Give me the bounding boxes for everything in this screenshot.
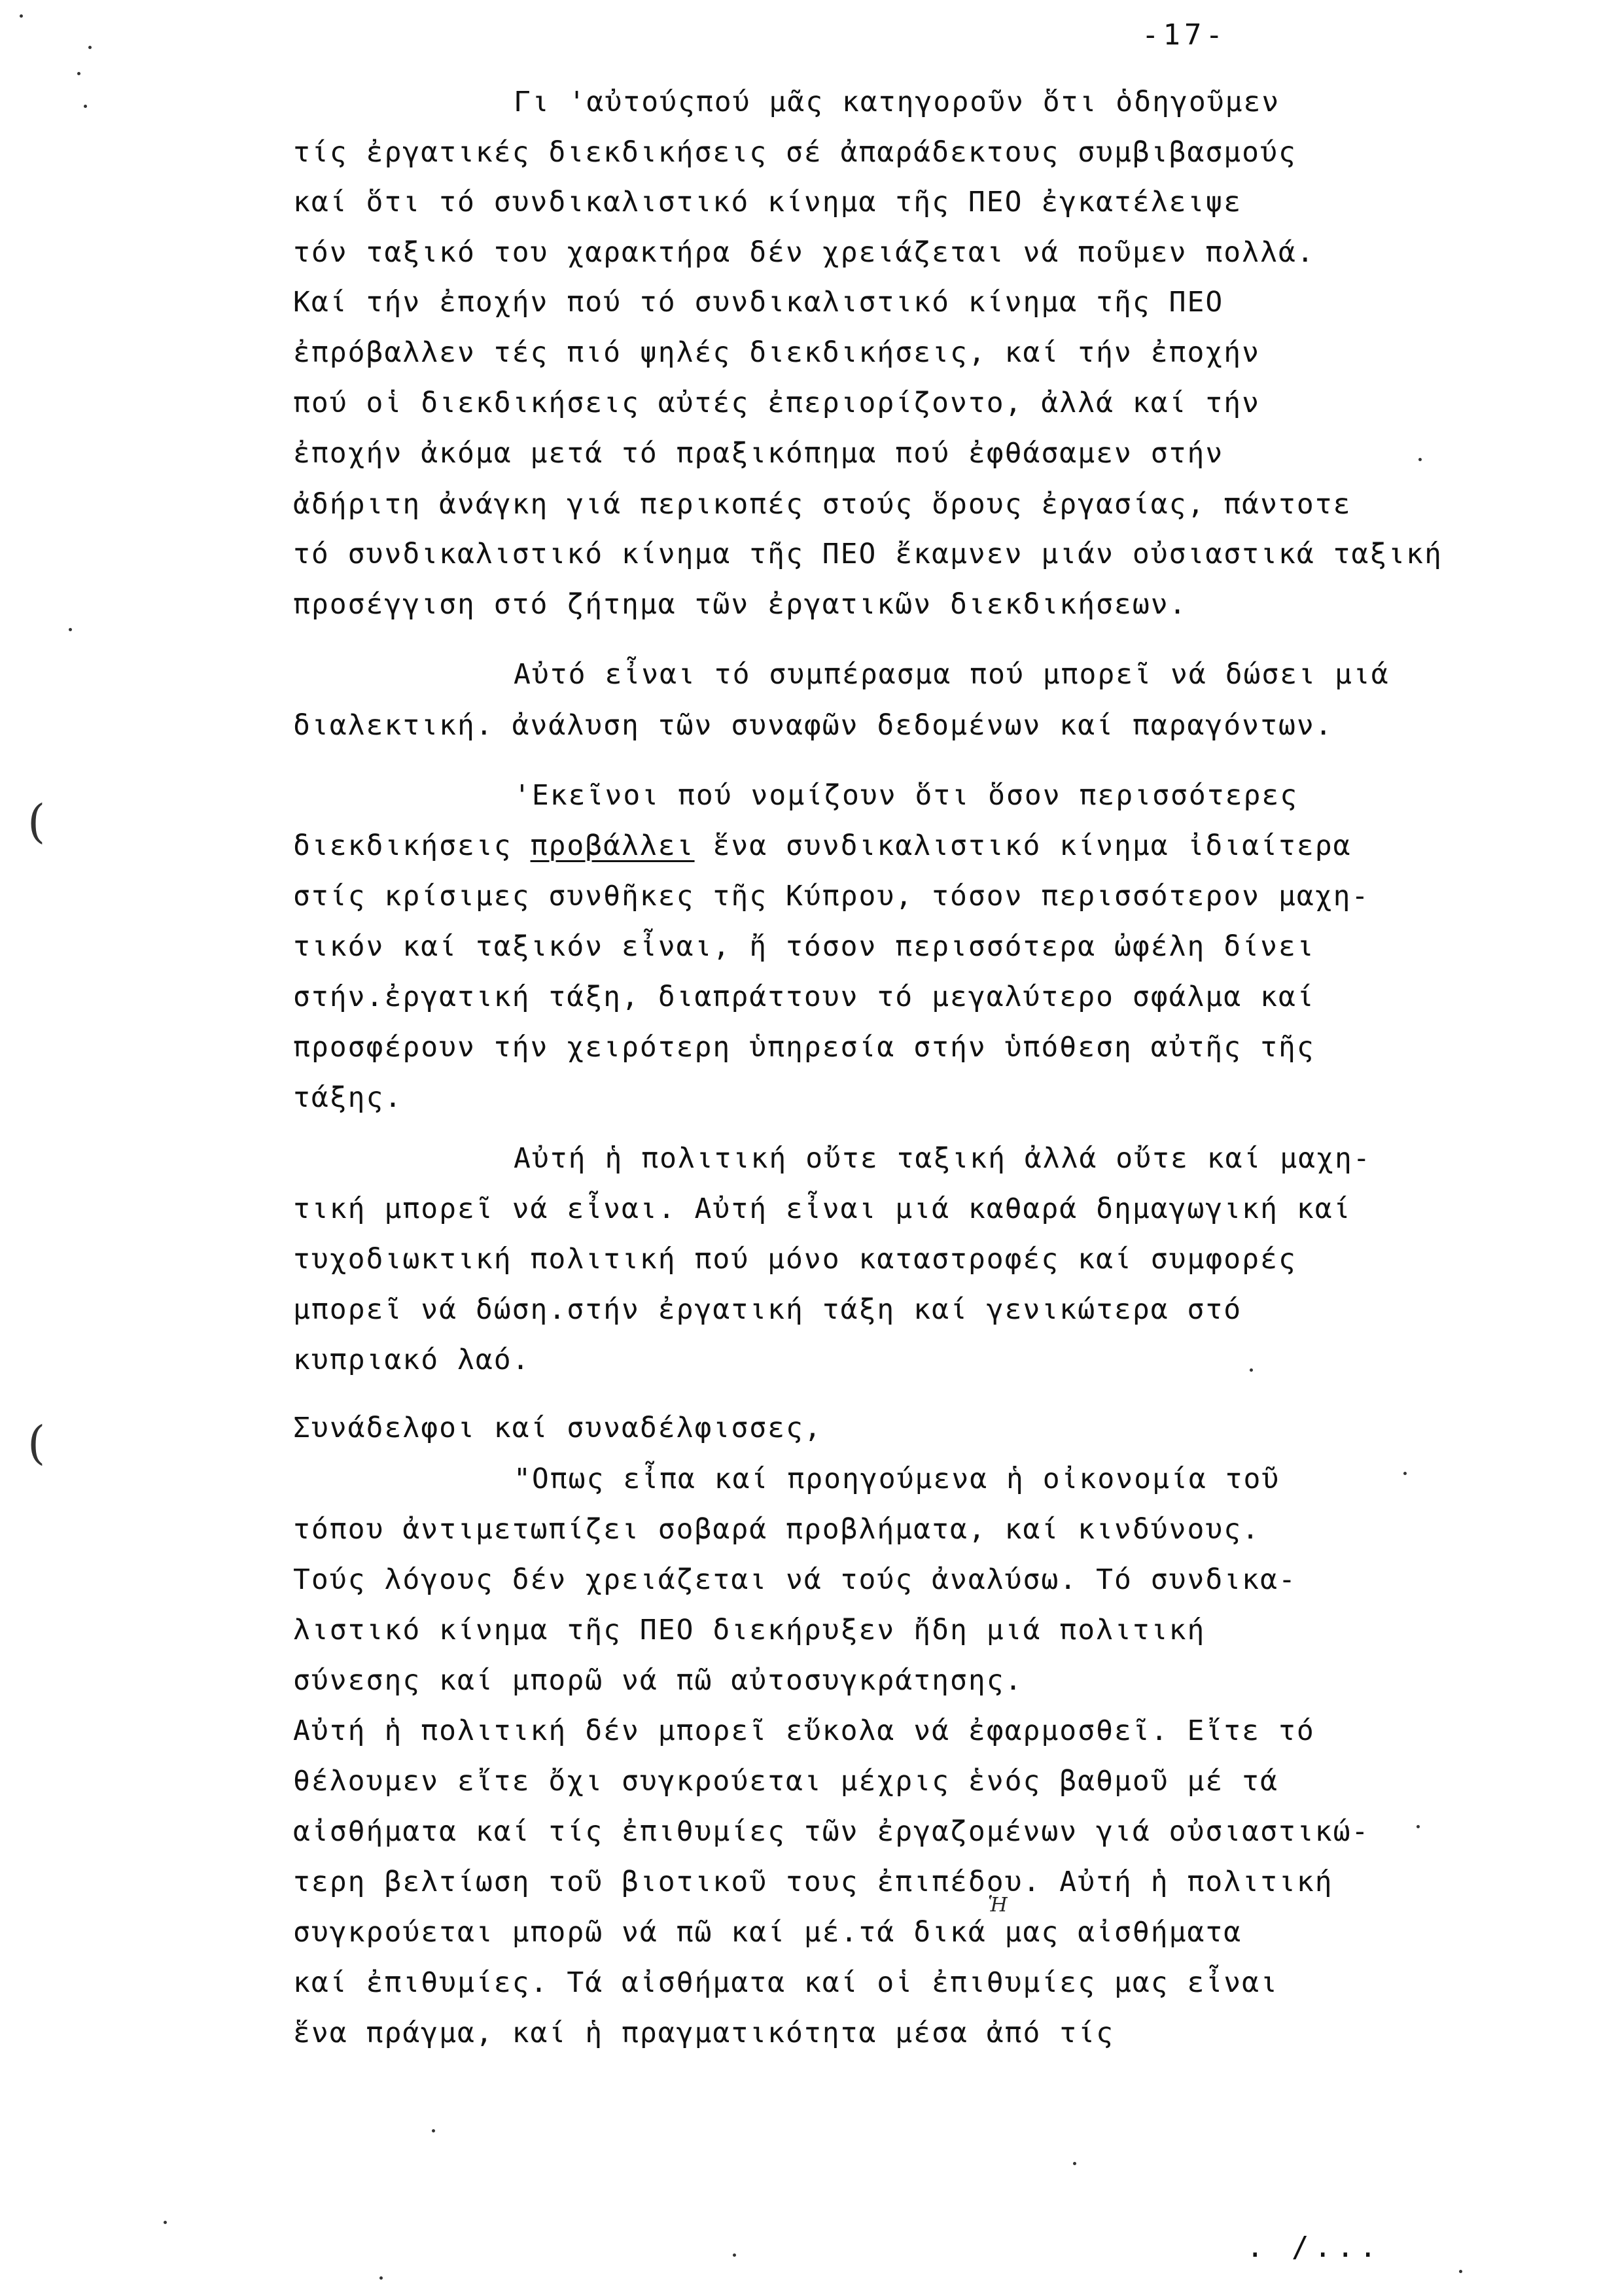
text-line: καί ἐπιθυμίες. Τά αἰσθήματα καί οἱ ἐπιθυμίες μας εἶναι: [293, 1966, 1278, 1999]
text-line: τίς ἐργατικές διεκδικήσεις σέ ἀπαράδεκτους συμβιβασμούς: [293, 136, 1297, 169]
text-line: στήν.ἐργατική τάξη, διαπράττουν τό μεγαλύτερο σφάλμα καί: [293, 981, 1315, 1013]
text-line: μπορεῖ νά δώση.στήν ἐργατική τάξη καί γενικώτερα στό: [293, 1293, 1242, 1326]
scan-speck: [77, 72, 80, 75]
text-line: πού οἱ διεκδικήσεις αὐτές ἐπεριορίζοντο, ἀλλά καί τήν: [293, 387, 1261, 419]
underlined-word: προβάλλει: [530, 829, 695, 862]
text-line: θέλουμεν εἴτε ὄχι συγκρούεται μέχρις ἑνός βαθμοῦ μέ τά: [293, 1765, 1278, 1798]
text-line: "Οπως εἶπα καί προηγούμενα ἡ οἰκονομία τοῦ: [514, 1463, 1280, 1495]
scan-speck: [432, 2129, 435, 2132]
punch-hole-mark: (: [27, 1416, 46, 1470]
scan-speck: [88, 46, 92, 49]
text-line: Γι 'αὐτούςπού μᾶς κατηγοροῦν ὅτι ὁδηγοῦμεν: [514, 86, 1280, 118]
page-number: -17-: [1142, 18, 1227, 52]
scan-speck: [20, 14, 23, 18]
scan-speck: [1250, 1368, 1253, 1372]
scan-speck: [164, 2221, 167, 2224]
scan-speck: [379, 2276, 383, 2280]
text-line: [293, 829, 1352, 862]
text-line: τόπου ἀντιμετωπίζει σοβαρά προβλήματα, καί κινδύνους.: [293, 1513, 1261, 1546]
text-line: αἰσθήματα καί τίς ἐπιθυμίες τῶν ἐργαζομένων γιά οὐσιαστικώ-: [293, 1815, 1370, 1848]
text-line: 'Εκεῖνοι πού νομίζουν ὅτι ὅσον περισσότερες: [514, 779, 1299, 812]
text-line: Αὐτή ἡ πολιτική οὔτε ταξική ἀλλά οὔτε καί μαχη-: [514, 1142, 1371, 1175]
text-segment: διεκδικήσεις: [293, 829, 512, 862]
text-line: τό συνδικαλιστικό κίνημα τῆς ΠΕΟ ἔκαμνεν μιάν οὐσιαστικά ταξική: [293, 538, 1443, 570]
text-line: κυπριακό λαό.: [293, 1344, 531, 1376]
text-line: ἐπρόβαλλεν τές πιό ψηλές διεκδικήσεις, καί τήν ἐποχήν: [293, 336, 1261, 369]
scan-speck: [1073, 2162, 1076, 2165]
text-line: στίς κρίσιμες συνθῆκες τῆς Κύπρου, τόσον περισσότερον μαχη-: [293, 880, 1370, 913]
scan-speck: [733, 2253, 736, 2257]
text-line: προσφέρουν τήν χειρότερη ὑπηρεσία στήν ὑπόθεση αὐτῆς τῆς: [293, 1031, 1315, 1064]
text-line: Καί τήν ἐποχήν πού τό συνδικαλιστικό κίνημα τῆς ΠΕΟ: [293, 286, 1224, 319]
text-line: τάξης.: [293, 1081, 403, 1114]
text-line: συγκρούεται μπορῶ νά πῶ καί μέ.τά δικά μας αἰσθήματα: [293, 1916, 1242, 1949]
text-line: τερη βελτίωση τοῦ βιοτικοῦ τους ἐπιπέδου. Αὐτή ἡ πολιτική: [293, 1866, 1333, 1898]
text-line: ἐποχήν ἀκόμα μετά τό πραξικόπημα πού ἐφθάσαμεν στήν: [293, 437, 1224, 470]
text-line: Τούς λόγους δέν χρειάζεται νά τούς ἀναλύσω. Τό συνδικα-: [293, 1563, 1297, 1596]
text-line: ἀδήριτη ἀνάγκη γιά περικοπές στούς ὅρους ἐργασίας, πάντοτε: [293, 488, 1352, 521]
text-line: προσέγγιση στό ζήτημα τῶν ἐργατικῶν διεκδικήσεων.: [293, 588, 1188, 621]
text-line: λιστικό κίνημα τῆς ΠΕΟ διεκήρυξεν ἤδη μιά πολιτική: [293, 1614, 1206, 1646]
continuation-mark: . /...: [1246, 2231, 1382, 2264]
text-line: Αὐτό εἶναι τό συμπέρασμα πού μπορεῖ νά δώσει μιά: [514, 658, 1390, 691]
text-line: τικόν καί ταξικόν εἶναι, ἤ τόσον περισσότερα ὠφέλη δίνει: [293, 930, 1315, 963]
scan-speck: [69, 628, 72, 631]
text-line: Συνάδελφοι καί συναδέλφισσες,: [293, 1412, 822, 1444]
handwritten-note: Ἡ: [988, 1894, 1008, 1917]
scan-speck: [84, 105, 87, 108]
text-line: τική μπορεῖ νά εἶναι. Αὐτή εἶναι μιά καθαρά δημαγωγική καί: [293, 1192, 1352, 1225]
text-line: καί ὅτι τό συνδικαλιστικό κίνημα τῆς ΠΕΟ ἐγκατέλειψε: [293, 186, 1242, 218]
scan-speck: [1416, 1825, 1420, 1828]
text-line: διαλεκτική. ἀνάλυση τῶν συναφῶν δεδομένων καί παραγόντων.: [293, 709, 1333, 742]
text-line: σύνεσης καί μπορῶ νά πῶ αὐτοσυγκράτησης.: [293, 1664, 1023, 1697]
text-line: ἕνα πράγμα, καί ἡ πραγματικότητα μέσα ἀπό τίς: [293, 2017, 1114, 2049]
text-segment: ἕνα συνδικαλιστικό κίνημα ἰδιαίτερα: [713, 829, 1352, 862]
scan-speck: [1459, 2270, 1462, 2273]
scan-speck: [1418, 458, 1422, 461]
text-line: τόν ταξικό του χαρακτήρα δέν χρειάζεται νά ποῦμεν πολλά.: [293, 236, 1315, 269]
scan-speck: [1403, 1472, 1407, 1475]
text-line: Αὐτή ἡ πολιτική δέν μπορεῖ εὔκολα νά ἐφαρμοσθεῖ. Εἴτε τό: [293, 1714, 1315, 1747]
punch-hole-mark: (: [27, 795, 46, 848]
text-line: τυχοδιωκτική πολιτική πού μόνο καταστροφές καί συμφορές: [293, 1243, 1297, 1276]
